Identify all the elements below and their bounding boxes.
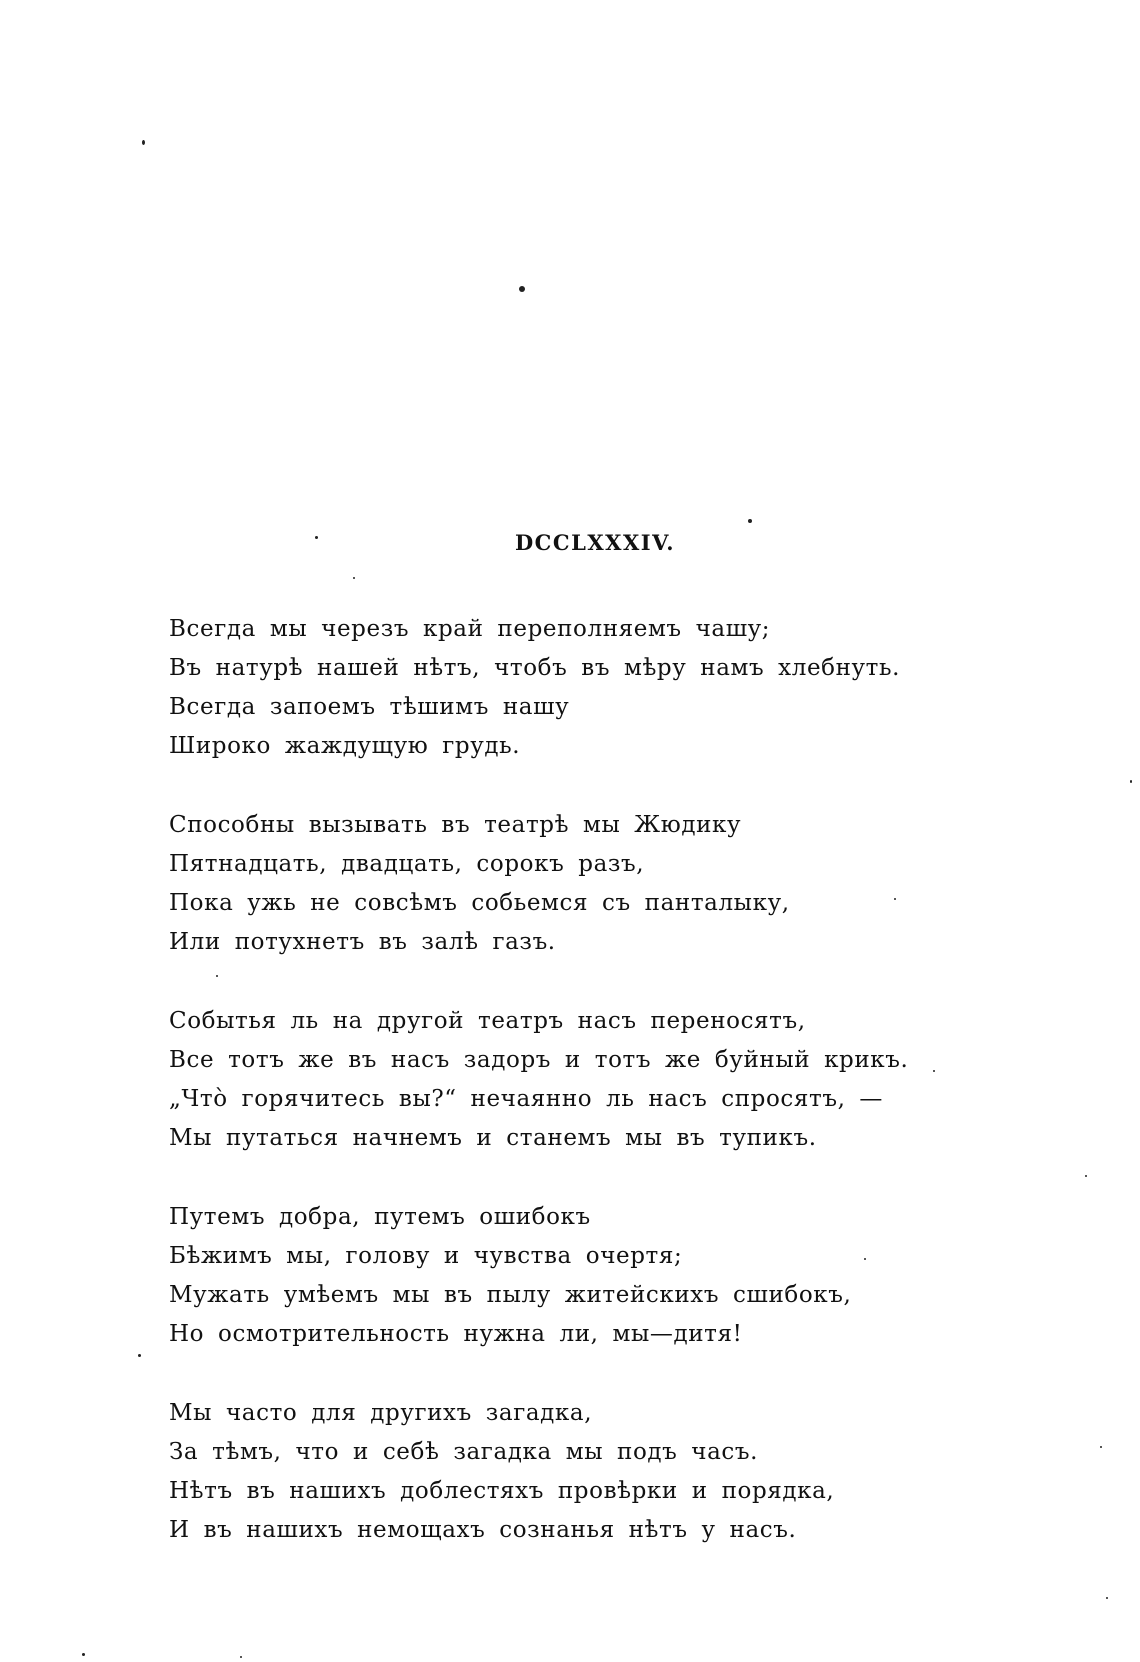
- scan-speck: [353, 577, 355, 579]
- poem-line: Способны вызывать въ театрѣ мы Жюдику: [169, 812, 742, 838]
- poem-line: „Чтò горячитесь вы?“ нечаянно ль насъ спросятъ, —: [169, 1086, 883, 1112]
- poem-line: Бѣжимъ мы, голову и чувства очертя;: [169, 1243, 683, 1269]
- stanza: [169, 610, 1069, 766]
- poem-line: Мы часто для другихъ загадка,: [169, 1400, 593, 1426]
- scan-speck: [1130, 780, 1132, 783]
- stanza: [169, 806, 1069, 962]
- scan-speck: [240, 1656, 242, 1658]
- poem-line: Пока ужь не совсѣмъ собьемся съ панталыку,: [169, 890, 790, 916]
- scan-speck: [1100, 1446, 1102, 1448]
- poem-line: Нѣтъ въ нашихъ доблестяхъ провѣрки и порядка,: [169, 1478, 835, 1504]
- poem-line: Мы путаться начнемъ и станемъ мы въ тупикъ.: [169, 1125, 817, 1151]
- scan-speck: [1085, 1175, 1087, 1177]
- poem-line: Всегда запоемъ тѣшимъ нашу: [169, 694, 570, 720]
- stanza: [169, 1198, 1069, 1354]
- scan-speck: [138, 1354, 141, 1357]
- stanza: [169, 1002, 1069, 1158]
- poem-line: Пятнадцать, двадцать, сорокъ разъ,: [169, 851, 645, 877]
- scan-speck: [748, 519, 752, 523]
- poem-line: Событья ль на другой театръ насъ переносятъ,: [169, 1008, 806, 1034]
- poem-line: Но осмотрительность нужна ли, мы—дитя!: [169, 1321, 743, 1347]
- scan-speck: [1106, 1597, 1108, 1599]
- scan-speck: [142, 140, 145, 145]
- poem-line: И въ нашихъ немощахъ сознанья нѣтъ у насъ.: [169, 1517, 797, 1543]
- poem-line: Или потухнетъ въ залѣ газъ.: [169, 929, 556, 955]
- stanza: [169, 1394, 1069, 1550]
- poem-line: Въ натурѣ нашей нѣтъ, чтобъ въ мѣру намъ хлебнуть.: [169, 655, 901, 681]
- poem-number-heading: DCCLXXXIV.: [514, 530, 676, 555]
- poem-line: Все тотъ же въ насъ задоръ и тотъ же буйный крикъ.: [169, 1047, 909, 1073]
- poem-line: За тѣмъ, что и себѣ загадка мы подъ часъ.: [169, 1439, 759, 1465]
- poem-line: Мужать умѣемъ мы въ пылу житейскихъ сшибокъ,: [169, 1282, 852, 1308]
- poem-line: Всегда мы черезъ край переполняемъ чашу;: [169, 616, 771, 642]
- poem-line: Путемъ добра, путемъ ошибокъ: [169, 1204, 591, 1230]
- scan-speck: [519, 286, 525, 292]
- poem-line: Широко жаждущую грудь.: [169, 733, 521, 759]
- poem-body: [169, 610, 1069, 1590]
- scan-speck: [82, 1653, 85, 1656]
